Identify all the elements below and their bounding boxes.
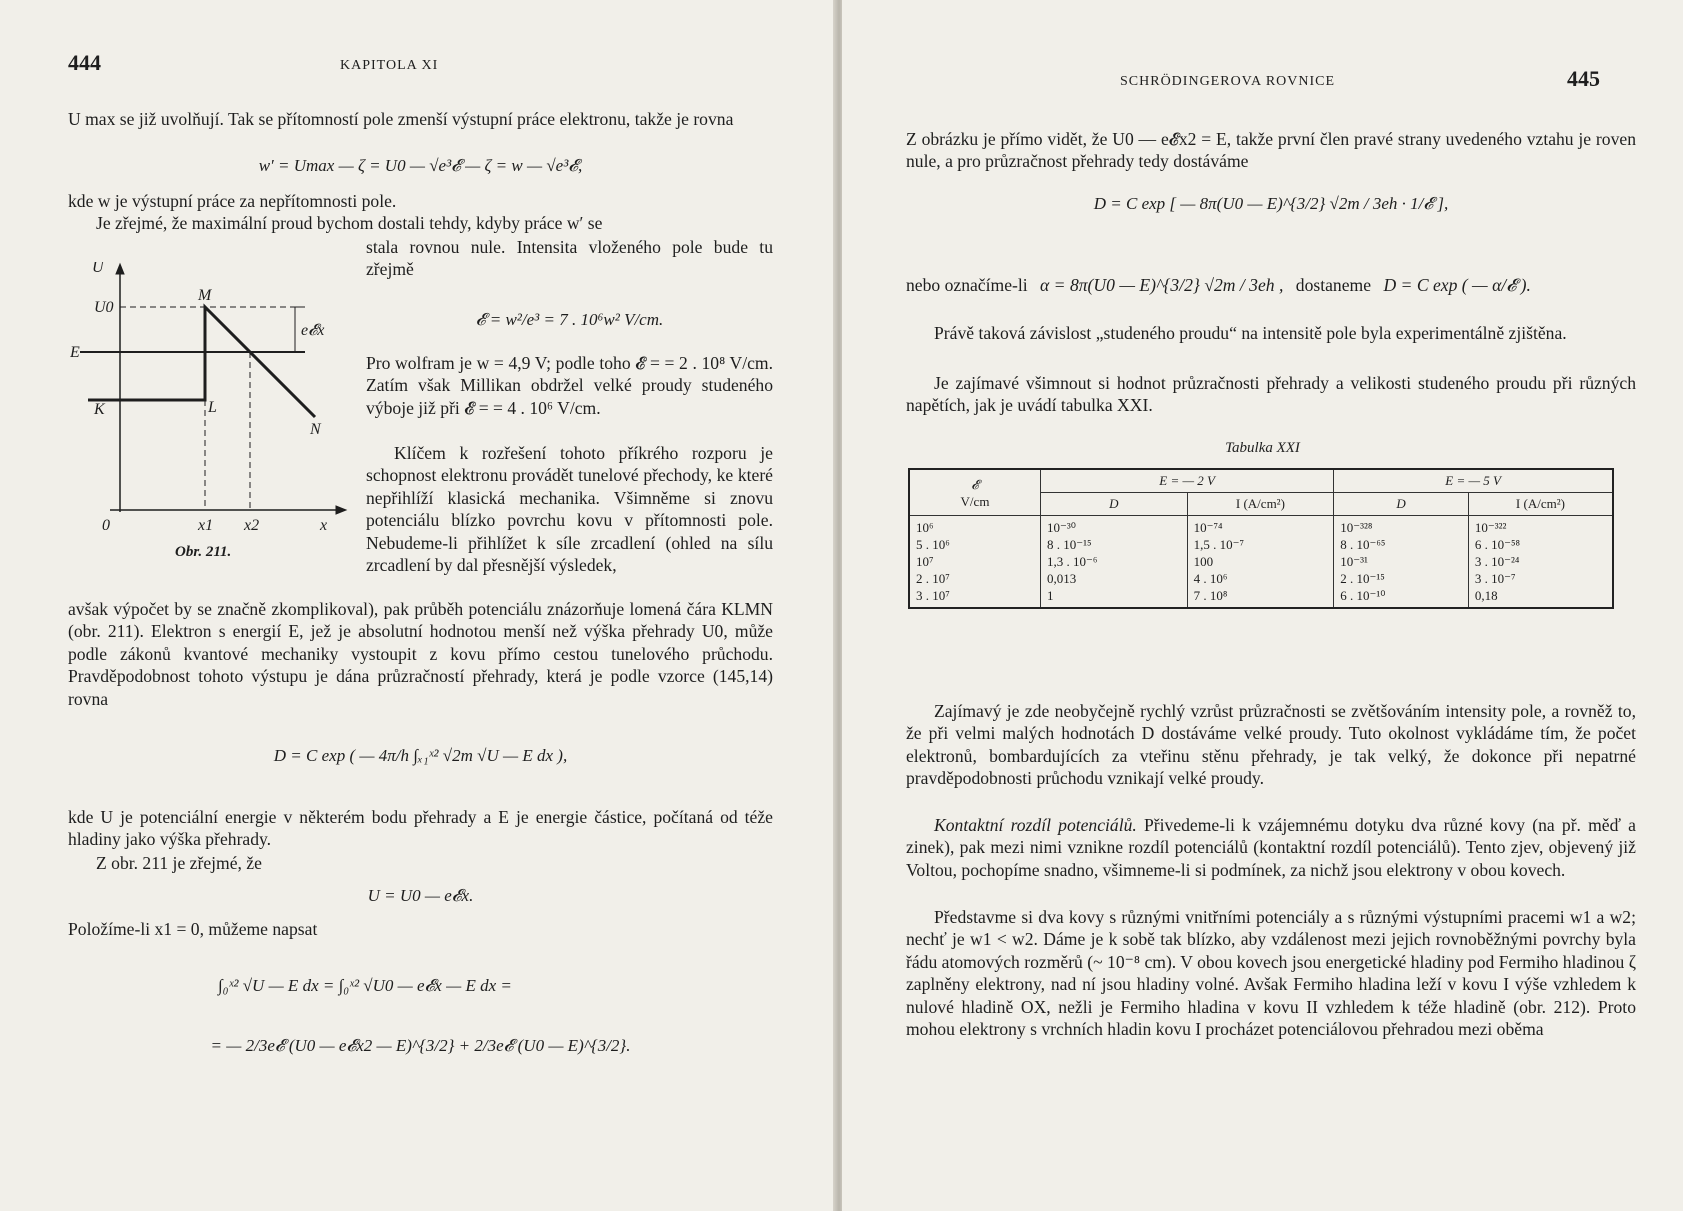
left-page xyxy=(0,0,838,1211)
paragraph xyxy=(906,814,1636,881)
table-body xyxy=(909,516,1613,609)
label-x2: x2 xyxy=(244,517,260,534)
table-group-1: E = — 2 V xyxy=(1041,469,1334,493)
paragraph: Zajímavý je zde neobyčejně rychlý vzrůst průzračnosti se zvětšováním intensity pole, a rovněž to, že při velmi malých hodnotách D dostáváme velké proudy. Tuto okolnost vykládáme tím, že počet elektronů, bombardujících za vteřinu stěnu přehrady, je tak velký, že dokonce při nepatrné pravděpodobnosti průchodu vznikají velké proudy. xyxy=(906,701,1636,789)
table-header-field xyxy=(909,469,1041,516)
table-cell: 3 . 10⁻⁷ xyxy=(1474,571,1516,586)
table-cell: 6 . 10⁻⁵⁸ xyxy=(1474,537,1521,552)
table-cell: 1 xyxy=(1047,588,1054,603)
paragraph: Z obrázku je přímo vidět, že U0 — e𝓔x2 = E, takže první člen pravé strany uvedeného vztahu je roven nule, a pro průzračnost přehrady tedy dostáváme xyxy=(906,129,1636,172)
label-origin: 0 xyxy=(102,517,110,534)
table-cell: 7 . 10⁸ xyxy=(1193,588,1228,603)
label-x1: x1 xyxy=(198,517,214,534)
label-k: K xyxy=(94,401,105,418)
table-cell: 2 . 10⁻¹⁵ xyxy=(1340,571,1385,586)
label-l: L xyxy=(208,399,217,416)
header-field-unit: V/cm xyxy=(960,493,990,509)
paragraph: stala rovnou nule. Intensita vloženého pole bude tu zřejmě xyxy=(366,237,773,280)
table-cell: 1,3 . 10⁻⁶ xyxy=(1047,554,1098,569)
equation: D = C exp ( — α/𝓔 ). xyxy=(1383,275,1531,295)
equation: = — 2/3e𝓔 (U0 — e𝓔x2 — E)^{3/2} + 2/3e𝓔 (U0 — E)^{3/2}. xyxy=(210,1036,631,1055)
table-cell: 6 . 10⁻¹⁰ xyxy=(1340,588,1386,603)
potential-curve-klmn xyxy=(88,307,315,417)
x-axis-arrow xyxy=(336,506,346,514)
label-n: N xyxy=(310,421,321,438)
column-d-5v xyxy=(1334,516,1469,609)
table-cell: 0,013 xyxy=(1047,571,1077,586)
table-header-row xyxy=(909,469,1613,493)
table-cell: 8 . 10⁻¹⁵ xyxy=(1047,537,1092,552)
column-d-2v xyxy=(1041,516,1188,609)
table-cell: 5 . 10⁶ xyxy=(916,537,950,552)
label-ecx: e𝓔x xyxy=(301,322,325,339)
paragraph: U max se již uvolňují. Tak se přítomností pole zmenší výstupní práce elektronu, takže je rovna xyxy=(68,109,734,129)
subheader-d: D xyxy=(1334,493,1469,516)
paragraph-text: Přivedeme-li k vzájemnému dotyku dva různé kovy (na př. měď a zinek), pak mezi nimi vznikne rozdíl potenciálů (kontaktní rozdíl potenciálů). Tento zjev, objevený již Voltou, pochopíme snadno, všimneme-li si podmínek, za nichž jsou elektrony v obou kovech. xyxy=(906,815,1636,880)
column-i-2v xyxy=(1187,516,1334,609)
header-field-symbol: 𝓔 xyxy=(971,476,979,492)
table-cell: 10⁻³⁰ xyxy=(1047,520,1076,535)
figure-caption: Obr. 211. xyxy=(175,544,232,560)
text: nebo označíme-li xyxy=(906,275,1028,295)
table-cell: 100 xyxy=(1193,554,1214,569)
table-title: Tabulka XXI xyxy=(1225,440,1300,456)
label-m: M xyxy=(198,287,212,304)
figure-211 xyxy=(70,262,360,562)
table-cell: 0,18 xyxy=(1474,588,1498,603)
equation: α = 8π(U0 — E)^{3/2} √2m / 3eh , xyxy=(1040,275,1284,295)
table-cell: 10⁷ xyxy=(916,554,934,569)
table-cell: 8 . 10⁻⁶⁵ xyxy=(1340,537,1386,552)
label-e: E xyxy=(70,344,80,361)
table-cell: 2 . 10⁷ xyxy=(916,571,950,586)
page-number: 444 xyxy=(68,50,101,75)
paragraph: Právě taková závislost „studeného proudu“ na intensitě pole byla experimentálně zjištěna. xyxy=(934,323,1567,343)
equation: ∫₀ˣ² √U — E dx = ∫₀ˣ² √U0 — e𝓔x — E dx = xyxy=(218,976,512,995)
label-x: x xyxy=(320,517,328,534)
subheader-i: I (A/cm²) xyxy=(1187,493,1334,516)
equation: w′ = Umax — ζ = U0 — √e³𝓔 — ζ = w — √e³𝓔, xyxy=(258,156,583,175)
running-head: SCHRÖDINGEROVA ROVNICE xyxy=(1120,74,1336,89)
text: dostaneme xyxy=(1295,275,1372,295)
column-i-5v xyxy=(1468,516,1613,609)
subheader-d: D xyxy=(1041,493,1188,516)
paragraph: avšak výpočet by se značně zkomplikoval), pak průběh potenciálu znázorňuje lomená čára KLMN (obr. 211). Elektron s energií E, jež je absolutní hodnotou menší než výška přehrady U0, může podle zákonů kvantové mechaniky vystoupit z kovu přímo cestou tunelového průchodu. Pravděpodobnost tohoto výstupu je dána průzračností přehrady, která je podle vzorce (145,14) rovna xyxy=(68,599,773,709)
equation: D = C exp [ — 8π(U0 — E)^{3/2} √2m / 3eh · 1/𝓔 ], xyxy=(1093,194,1449,213)
paragraph: Klíčem k rozřešení tohoto příkrého rozporu je schopnost elektronu provádět tunelové přechody, ke které nepřihlíží klasická mechanika. Všimněme si znovu potenciálu blízko povrchu kovu v přítomnosti pole. Nebudeme-li přihlížet k síle zrcadlení (ohled na sílu zrcadlení by dal přesnější výsledek, xyxy=(366,443,773,576)
paragraph: kde U je potenciální energie v některém bodu přehrady a E je energie částice, počítaná od téže hladiny jako výška přehrady. xyxy=(68,807,773,850)
paragraph: Je zřejmé, že maximální proud bychom dostali tehdy, kdyby práce w′ se xyxy=(96,213,603,233)
equation: U = U0 — e𝓔x. xyxy=(367,886,474,905)
paragraph: Z obr. 211 je zřejmé, že xyxy=(96,853,262,873)
equation-line xyxy=(906,274,1636,296)
table-cell: 10⁻⁷⁴ xyxy=(1193,520,1223,535)
table-cell: 3 . 10⁻²⁴ xyxy=(1474,554,1520,569)
table-cell: 10⁻³¹ xyxy=(1340,554,1368,569)
equation: 𝓔 = w²/e³ = 7 . 10⁶w² V/cm. xyxy=(475,310,664,329)
label-u: U xyxy=(92,262,104,276)
column-field xyxy=(909,516,1041,609)
section-title: Kontaktní rozdíl potenciálů. xyxy=(934,815,1137,835)
paragraph: Položíme-li x1 = 0, můžeme napsat xyxy=(68,919,318,939)
table-cell: 4 . 10⁶ xyxy=(1193,571,1228,586)
table-cell: 1,5 . 10⁻⁷ xyxy=(1193,537,1245,552)
subheader-i: I (A/cm²) xyxy=(1468,493,1613,516)
paragraph: Pro wolfram je w = 4,9 V; podle toho 𝓔 = = 2 . 10⁸ V/cm. Zatím však Millikan obdržel velké proudy studeného výboje již při 𝓔 = = 4 . 10⁶ V/cm. xyxy=(366,353,773,418)
paragraph: Je zajímavé všimnout si hodnot průzračnosti přehrady a velikosti studeného proudu při různých napětích, jak je uvádí tabulka XXI. xyxy=(906,373,1636,416)
running-head: KAPITOLA XI xyxy=(340,58,439,73)
paragraph: kde w je výstupní práce za nepřítomnosti pole. xyxy=(68,191,397,211)
label-u0: U0 xyxy=(94,299,114,316)
right-page xyxy=(842,0,1683,1211)
page-number: 445 xyxy=(1567,66,1600,91)
y-axis-arrow xyxy=(116,264,124,274)
table-cell: 10⁻³²² xyxy=(1474,520,1507,535)
table-cell: 3 . 10⁷ xyxy=(916,588,950,603)
table-cell: 10⁶ xyxy=(916,520,934,535)
table-cell: 10⁻³²⁸ xyxy=(1340,520,1373,535)
table-xxi xyxy=(908,468,1614,609)
equation: D = C exp ( — 4π/h ∫ₓ₁ˣ² √2m √U — E dx ), xyxy=(273,746,568,765)
paragraph: Představme si dva kovy s různými vnitřními potenciály a s různými výstupními pracemi w1 a w2; nechť je w1 < w2. Dáme je k sobě tak blízko, aby vzdálenost mezi jejich rovnoběžnými povrchy byla řádu atomových rozměrů (~ 10⁻⁸ cm). V obou kovech jsou energetické hladiny pod Fermiho hladinou ζ zaplněny elektrony, nad ní jsou hladiny volné. Avšak Fermiho hladina leží v kovu I výše vzhledem k nulové hladině OX, nežli je Fermiho hladina v kovu II vzhledem k téže hladině (obr. 212). Proto mohou elektrony s vrchních hladin kovu I procházet potenciálovou přehradou mezi oběma xyxy=(906,907,1636,1040)
table-group-2: E = — 5 V xyxy=(1334,469,1613,493)
